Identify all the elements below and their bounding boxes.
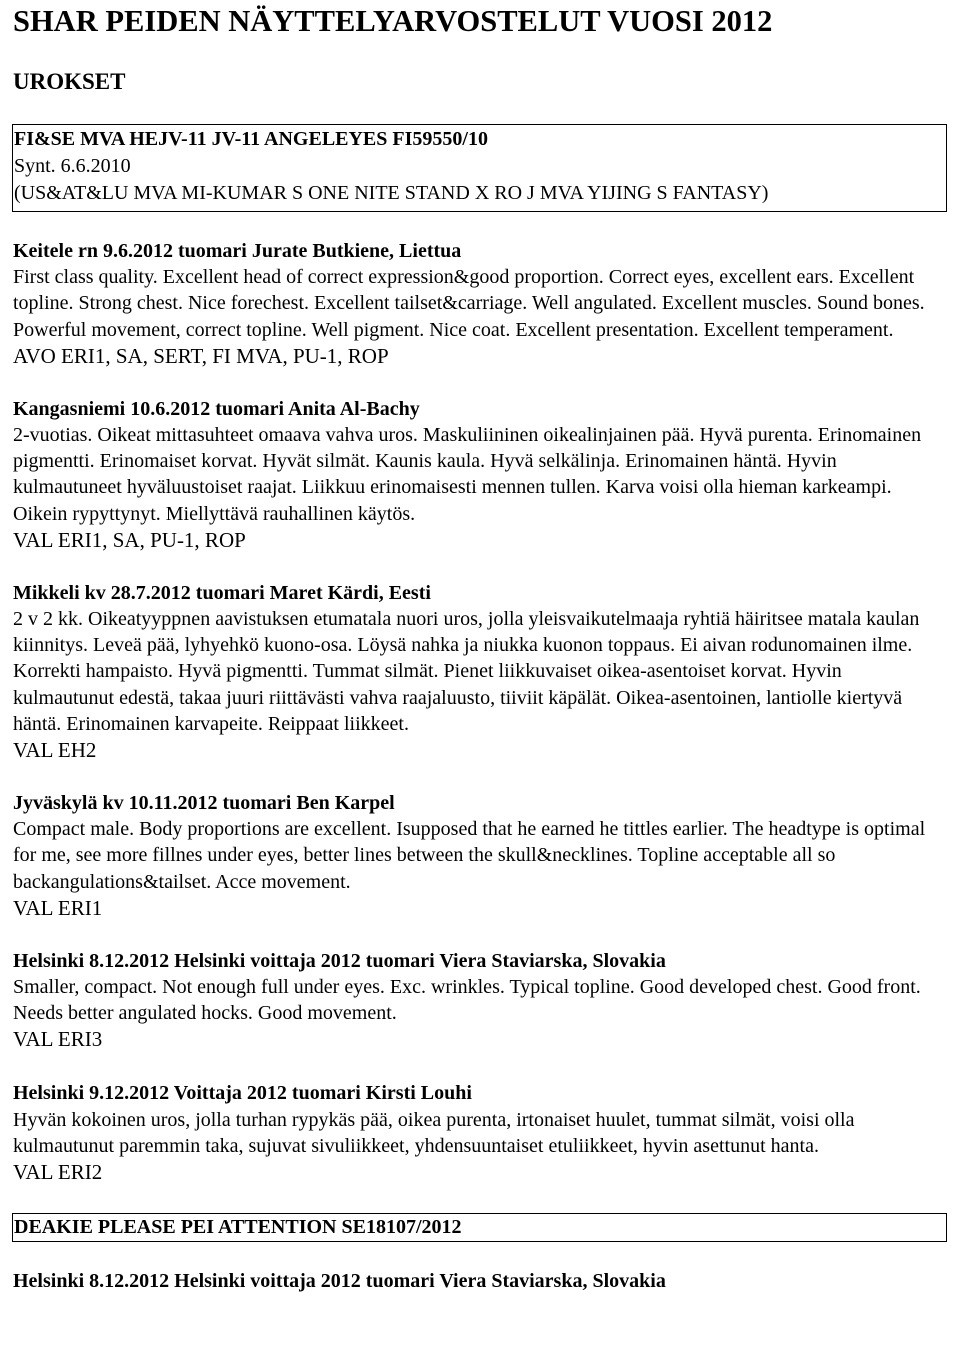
review-mikkeli [13,580,947,763]
review-text: Hyvän kokoinen uros, jolla turhan rypykäs pää, oikea purenta, irtonaiset huulet, tummat silmät, voisi olla kulmautunut paremmin taka, sujuvat sivuliikkeet, yhdensuuntaiset etuliikkeet, hyvin asettunut hanta. [13,1108,855,1157]
review-text: Smaller, compact. Not enough full under eyes. Exc. wrinkles. Typical topline. Good developed chest. Good front. Needs better angulated hocks. Good movement. [13,976,921,1025]
dog-info-box [12,124,947,212]
dog-parents: (US&AT&LU MVA MI-KUMAR S ONE NITE STAND X RO J MVA YIJING S FANTASY) [14,182,769,204]
review-text: 2 v 2 kk. Oikeatyyppnen aavistuksen etumatala nuori uros, jolla yleisvaikutelmaaja ryhtiä häiritsee matala kaulan kiinnitys. Leveä pää, lyhyehkö kuono-osa. Löysä nahka ja niukka kuonon toppaus. Ei aivan rodunomainen ilme. Korrekti hampaisto. Hyvä pigmentti. Tummat silmät. Pienet liikkuvaiset oikea-asentoiset korvat. Hyvin kulmautunut edestä, takaa juuri riittävästi vahva raajaluusto, tiiviit käpälät. Oikea-asentoinen, lantiolle kiertyvä häntä. Erinomainen karvapeite. Reippaat liikkeet. [13,608,920,735]
review-result: VAL ERI1, SA, PU-1, ROP [13,527,246,552]
review-text: 2-vuotias. Oikeat mittasuhteet omaava vahva uros. Maskuliininen oikealinjainen pää. Hyvä purenta. Erinomainen pigmentti. Erinomaiset korvat. Hyvät silmät. Kaunis kaula. Hyvä selkälinja. Erinomainen häntä. Hyvin kulmautuneet hyväluustoiset raajat. Liikkuu erinomaisesti mennen tullen. Karva voisi olla hieman karkeampi. Oikein rypyttynyt. Miellyttävä rauhallinen käytös. [13,424,922,525]
review-heading: Helsinki 8.12.2012 Helsinki voittaja 2012 tuomari Viera Staviarska, Slovakia [13,949,666,972]
review-text: Compact male. Body proportions are excellent. Isupposed that he earned he tittles earlier. The headtype is optimal for me, see more fillnes under eyes, better lines between the skull&necklines. Topline acceptable all so backangulations&tailset. Acce movement. [13,818,926,893]
review-heading: Jyväskylä kv 10.11.2012 tuomari Ben Karpel [13,792,395,815]
review-result: VAL ERI2 [13,1160,103,1185]
review-result: VAL ERI3 [13,1027,103,1052]
section-title: UROKSET [13,69,126,94]
review-heading: Mikkeli kv 28.7.2012 tuomari Maret Kärdi, Eesti [13,581,431,604]
review-heading: Helsinki 9.12.2012 Voittaja 2012 tuomari Kirsti Louhi [13,1082,472,1105]
review-heading: Keitele rn 9.6.2012 tuomari Jurate Butkiene, Liettua [13,240,462,262]
dog-birth-date: Synt. 6.6.2010 [14,155,131,177]
review-result: VAL ERI1 [13,895,103,920]
review-result: VAL EH2 [13,738,97,763]
attention-box: DEAKIE PLEASE PEI ATTENTION SE18107/2012 [12,1213,947,1242]
review-heading: Kangasniemi 10.6.2012 tuomari Anita Al-Bachy [13,397,420,420]
review-result: AVO ERI1, SA, SERT, FI MVA, PU-1, ROP [13,343,389,368]
review-text: First class quality. Excellent head of correct expression&good proportion. Correct eyes, excellent ears. Excellent topline. Strong chest. Nice forechest. Excellent tailset&carriage. Well angulated. Excellent muscles. Sound bones. Powerful movement, correct topline. Well pigment. Nice coat. Excellent presentation. Excellent temperament. [13,266,925,341]
review-jyvaskyla [13,790,947,921]
next-review-heading: Helsinki 8.12.2012 Helsinki voittaja 2012 tuomari Viera Staviarska, Slovakia [13,1270,666,1293]
document-title: SHAR PEIDEN NÄYTTELYARVOSTELUT VUOSI 2012 [13,4,773,38]
review-keitele [13,238,947,369]
dog-name: FI&SE MVA HEJV-11 JV-11 ANGELEYES FI59550/10 [14,128,488,150]
review-helsinki-9-12 [13,1080,947,1185]
review-kangasniemi [13,396,947,553]
review-helsinki-8-12 [13,948,947,1053]
